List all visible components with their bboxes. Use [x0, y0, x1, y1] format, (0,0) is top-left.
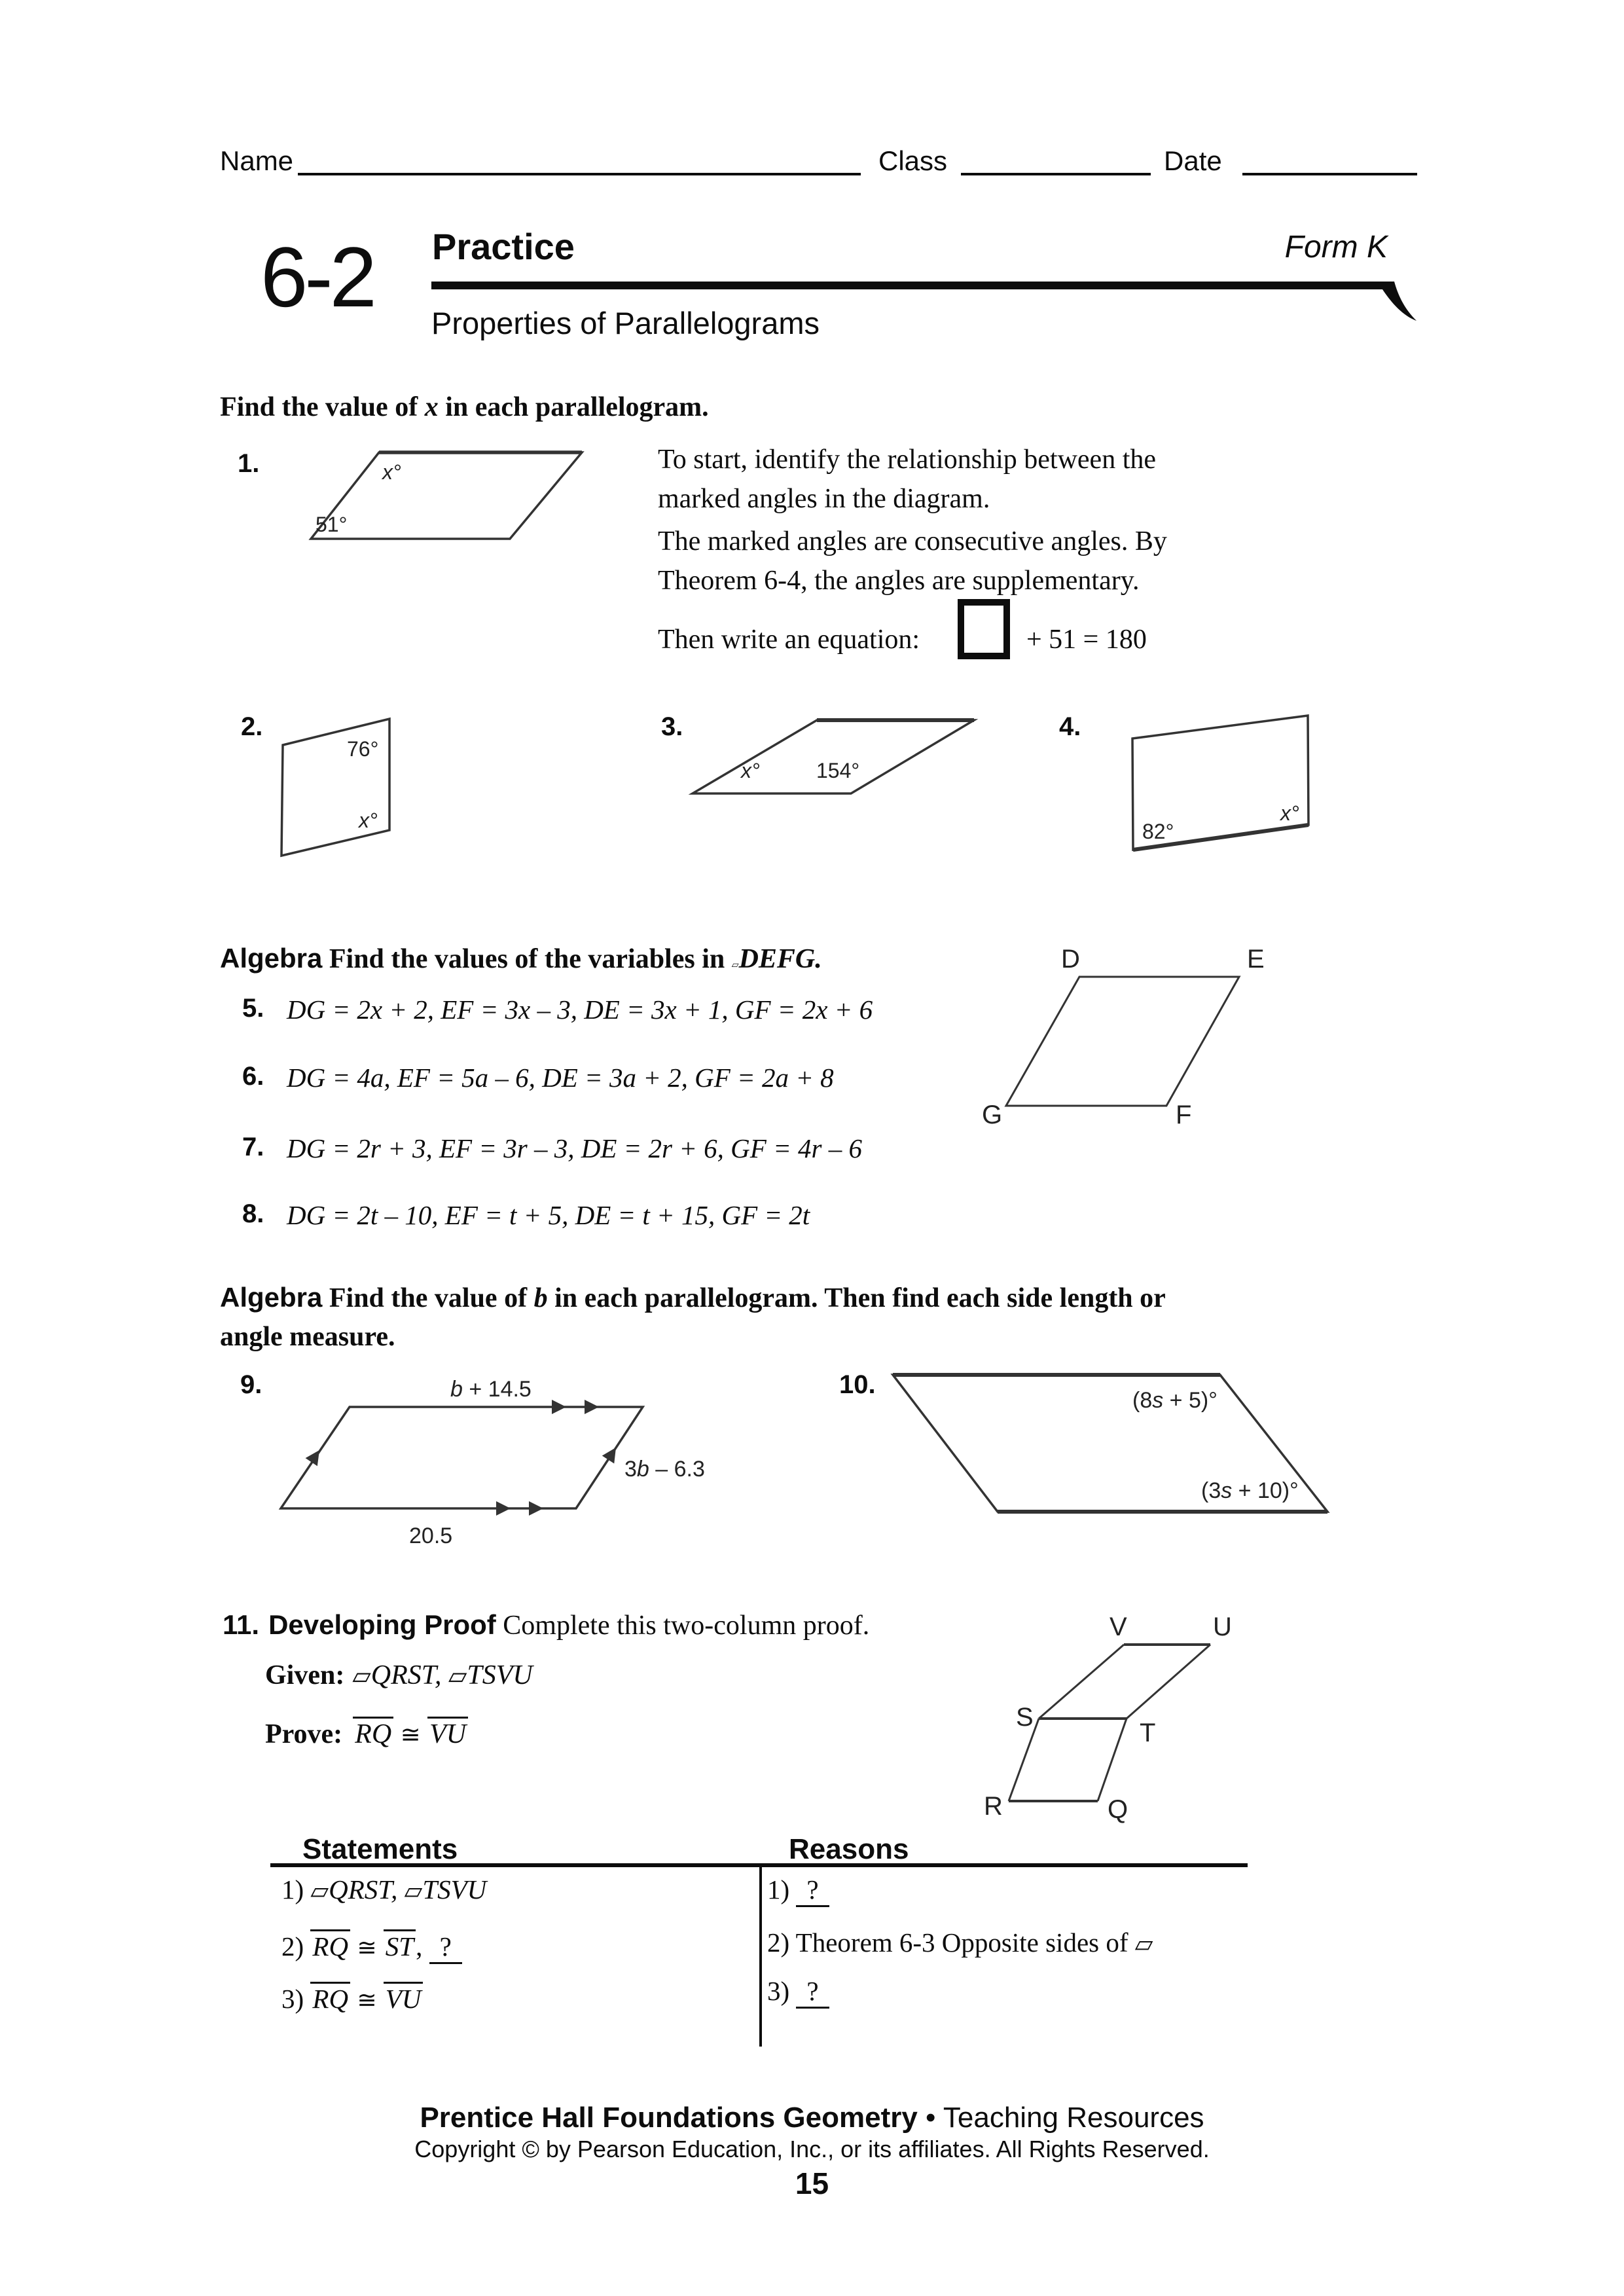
vertex-label-v: V [1110, 1613, 1127, 1641]
reason-2: 2) Theorem 6-3 Opposite sides of ▱ [767, 1927, 1153, 1958]
problem-7-number: 7. [242, 1133, 264, 1161]
angle-label-154: 154° [816, 759, 860, 782]
class-blank-line[interactable] [961, 173, 1151, 175]
vertex-label-e: E [1247, 945, 1265, 974]
vertex-label-d: D [1061, 945, 1080, 974]
lesson-number: 6-2 [261, 229, 374, 325]
angle-label-x-right: x° [1280, 801, 1299, 825]
equation-answer-box[interactable] [958, 599, 1010, 659]
algebra-label-2: Algebra [220, 1282, 323, 1313]
p1-explanation-line2: marked angles in the diagram. [658, 484, 990, 514]
algebra-defg-figure-name: DEFG. [738, 944, 822, 974]
problem-2-number: 2. [241, 712, 263, 741]
statement-2-blank[interactable]: ? [429, 1931, 462, 1964]
vertex-label-s: S [1016, 1703, 1034, 1732]
side-label-top: b + 14.5 [450, 1377, 532, 1402]
problem-5-number: 5. [242, 994, 264, 1023]
p1-equation-prompt: Then write an equation: [658, 625, 920, 655]
given-label: Given: [265, 1660, 345, 1690]
prove-line [265, 1717, 468, 1750]
parallelogram-4-diagram [1113, 704, 1335, 867]
page-number: 15 [795, 2166, 829, 2200]
problem-8-expression: DG = 2t – 10, EF = t + 5, DE = t + 15, GF = 2t [287, 1200, 810, 1230]
reason-1: 1) ? [767, 1874, 829, 1907]
algebra-label: Algebra [220, 943, 323, 974]
statement-3: 3) RQ ≅ VU [281, 1982, 423, 2014]
angle-label-51: 51° [316, 513, 348, 536]
parallelogram-1-outline [311, 452, 582, 539]
parallelogram-symbol: ▱ [731, 960, 739, 970]
vertex-label-f: F [1176, 1101, 1192, 1129]
practice-title: Practice [432, 226, 575, 267]
class-label: Class [878, 145, 948, 176]
angle-label-8s5: (8s + 5)° [1132, 1388, 1218, 1413]
angle-label-76: 76° [347, 737, 379, 761]
date-blank-line[interactable] [1242, 173, 1417, 175]
angle-label-82: 82° [1142, 820, 1174, 843]
vertex-label-t: T [1140, 1719, 1156, 1747]
reasons-header: Reasons [789, 1833, 909, 1865]
reason-3: 3) ? [767, 1975, 829, 2009]
worksheet-subtitle: Properties of Parallelograms [431, 306, 820, 340]
prove-label: Prove: [265, 1719, 343, 1749]
footer-separator: • [917, 2102, 943, 2134]
p1-explanation-line4: Theorem 6-4, the angles are supplementary. [658, 566, 1140, 596]
parallelogram-9-diagram [268, 1365, 727, 1561]
form-k-label: Form K [1284, 230, 1388, 264]
algebra-b-heading-post: in each parallelogram. Then find each side length or [547, 1283, 1166, 1313]
problem-1-number: 1. [238, 449, 260, 478]
proof-heading-text: Complete this two-column proof. [496, 1611, 870, 1641]
congruent-symbol: ≅ [400, 1721, 421, 1749]
algebra-b-heading-line1 [220, 1282, 1166, 1314]
algebra-defg-heading-text: Find the values of the variables in [322, 944, 732, 974]
statements-header: Statements [302, 1833, 458, 1865]
footer-series-line [0, 2102, 1624, 2134]
problem-9-number: 9. [240, 1370, 262, 1399]
section-heading-find-x [220, 392, 709, 423]
segment-vu: VU [427, 1717, 468, 1749]
footer-copyright: Copyright © by Pearson Education, Inc., or its affiliates. All Rights Reserved. [414, 2136, 1210, 2162]
qrst-tsvu-diagram [975, 1597, 1270, 1833]
statement-2: 2) RQ ≅ ST, ? [281, 1929, 462, 1964]
vertex-label-g: G [982, 1101, 1003, 1129]
heading-text-tail: in each parallelogram. [438, 392, 709, 422]
name-label: Name [220, 145, 294, 176]
problem-3-number: 3. [661, 712, 683, 741]
problem-6-number: 6. [242, 1062, 264, 1091]
p1-explanation-line1: To start, identify the relationship between the [658, 445, 1157, 475]
parallelogram-defg-outline [1006, 977, 1239, 1106]
parallelogram-3-diagram [681, 707, 988, 805]
vertex-label-q: Q [1108, 1795, 1128, 1824]
p1-explanation-line3: The marked angles are consecutive angles. By [658, 526, 1167, 556]
proof-table [268, 1830, 1250, 2052]
parallelogram-3-outline [693, 720, 974, 793]
side-label-right: 3b – 6.3 [624, 1457, 705, 1482]
algebra-defg-heading [220, 943, 822, 975]
angle-label-x-bottom: x° [359, 809, 378, 832]
problem-8-number: 8. [242, 1199, 264, 1228]
problem-11-number: 11. [223, 1609, 260, 1640]
parallelogram-1-diagram [295, 437, 602, 558]
parallelogram-2-diagram [274, 706, 411, 869]
given-line [265, 1660, 533, 1691]
algebra-b-heading-line2: angle measure. [220, 1322, 395, 1352]
date-label: Date [1164, 145, 1222, 176]
algebra-b-heading-var: b [533, 1283, 548, 1313]
reason-1-blank[interactable]: ? [796, 1874, 829, 1907]
parallelogram-defg-diagram [975, 936, 1283, 1133]
vertex-label-u: U [1213, 1613, 1232, 1641]
table-column-divider [759, 1863, 762, 2047]
heading-text: Find the value of [220, 392, 425, 422]
algebra-b-heading-pre: Find the value of [322, 1283, 534, 1313]
title-rule-hook [1382, 282, 1428, 327]
given-tsvu: TSVU [467, 1660, 533, 1690]
problem-11-heading [223, 1609, 869, 1641]
parallelogram-symbol-qrst: ▱ [352, 1662, 371, 1690]
problem-4-number: 4. [1059, 712, 1081, 741]
angle-label-x-left: x° [741, 759, 760, 782]
parallelogram-9-outline [281, 1407, 643, 1508]
reason-3-blank[interactable]: ? [796, 1975, 829, 2009]
problem-10-number: 10. [839, 1370, 876, 1399]
title-rule [431, 282, 1388, 289]
segment-rq: RQ [353, 1717, 393, 1749]
parallelogram-10-diagram [871, 1362, 1368, 1532]
footer-series-rest: Teaching Resources [943, 2102, 1204, 2134]
statement-1: 1) ▱QRST, ▱TSVU [281, 1874, 487, 1904]
footer-series-bold: Prentice Hall Foundations Geometry [420, 2102, 918, 2134]
qrst-tsvu-edges [1009, 1645, 1210, 1801]
problem-5-expression: DG = 2x + 2, EF = 3x – 3, DE = 3x + 1, GF = 2x + 6 [287, 994, 873, 1025]
developing-proof-label: Developing Proof [268, 1609, 496, 1640]
name-blank-line[interactable] [298, 173, 861, 175]
angle-label-3s10: (3s + 10)° [1201, 1478, 1299, 1503]
problem-7-expression: DG = 2r + 3, EF = 3r – 3, DE = 2r + 6, GF = 4r – 6 [287, 1133, 862, 1163]
p1-equation-tail: + 51 = 180 [1026, 625, 1147, 655]
heading-variable: x [424, 392, 439, 422]
parallel-marks [306, 1400, 623, 1516]
vertex-label-r: R [984, 1792, 1003, 1821]
parallelogram-symbol-tsvu: ▱ [448, 1662, 467, 1690]
side-label-bottom: 20.5 [409, 1523, 453, 1548]
angle-label-x-top: x° [382, 460, 401, 484]
given-qrst: QRST, [370, 1660, 448, 1690]
problem-6-expression: DG = 4a, EF = 5a – 6, DE = 3a + 2, GF = 2a + 8 [287, 1063, 834, 1093]
